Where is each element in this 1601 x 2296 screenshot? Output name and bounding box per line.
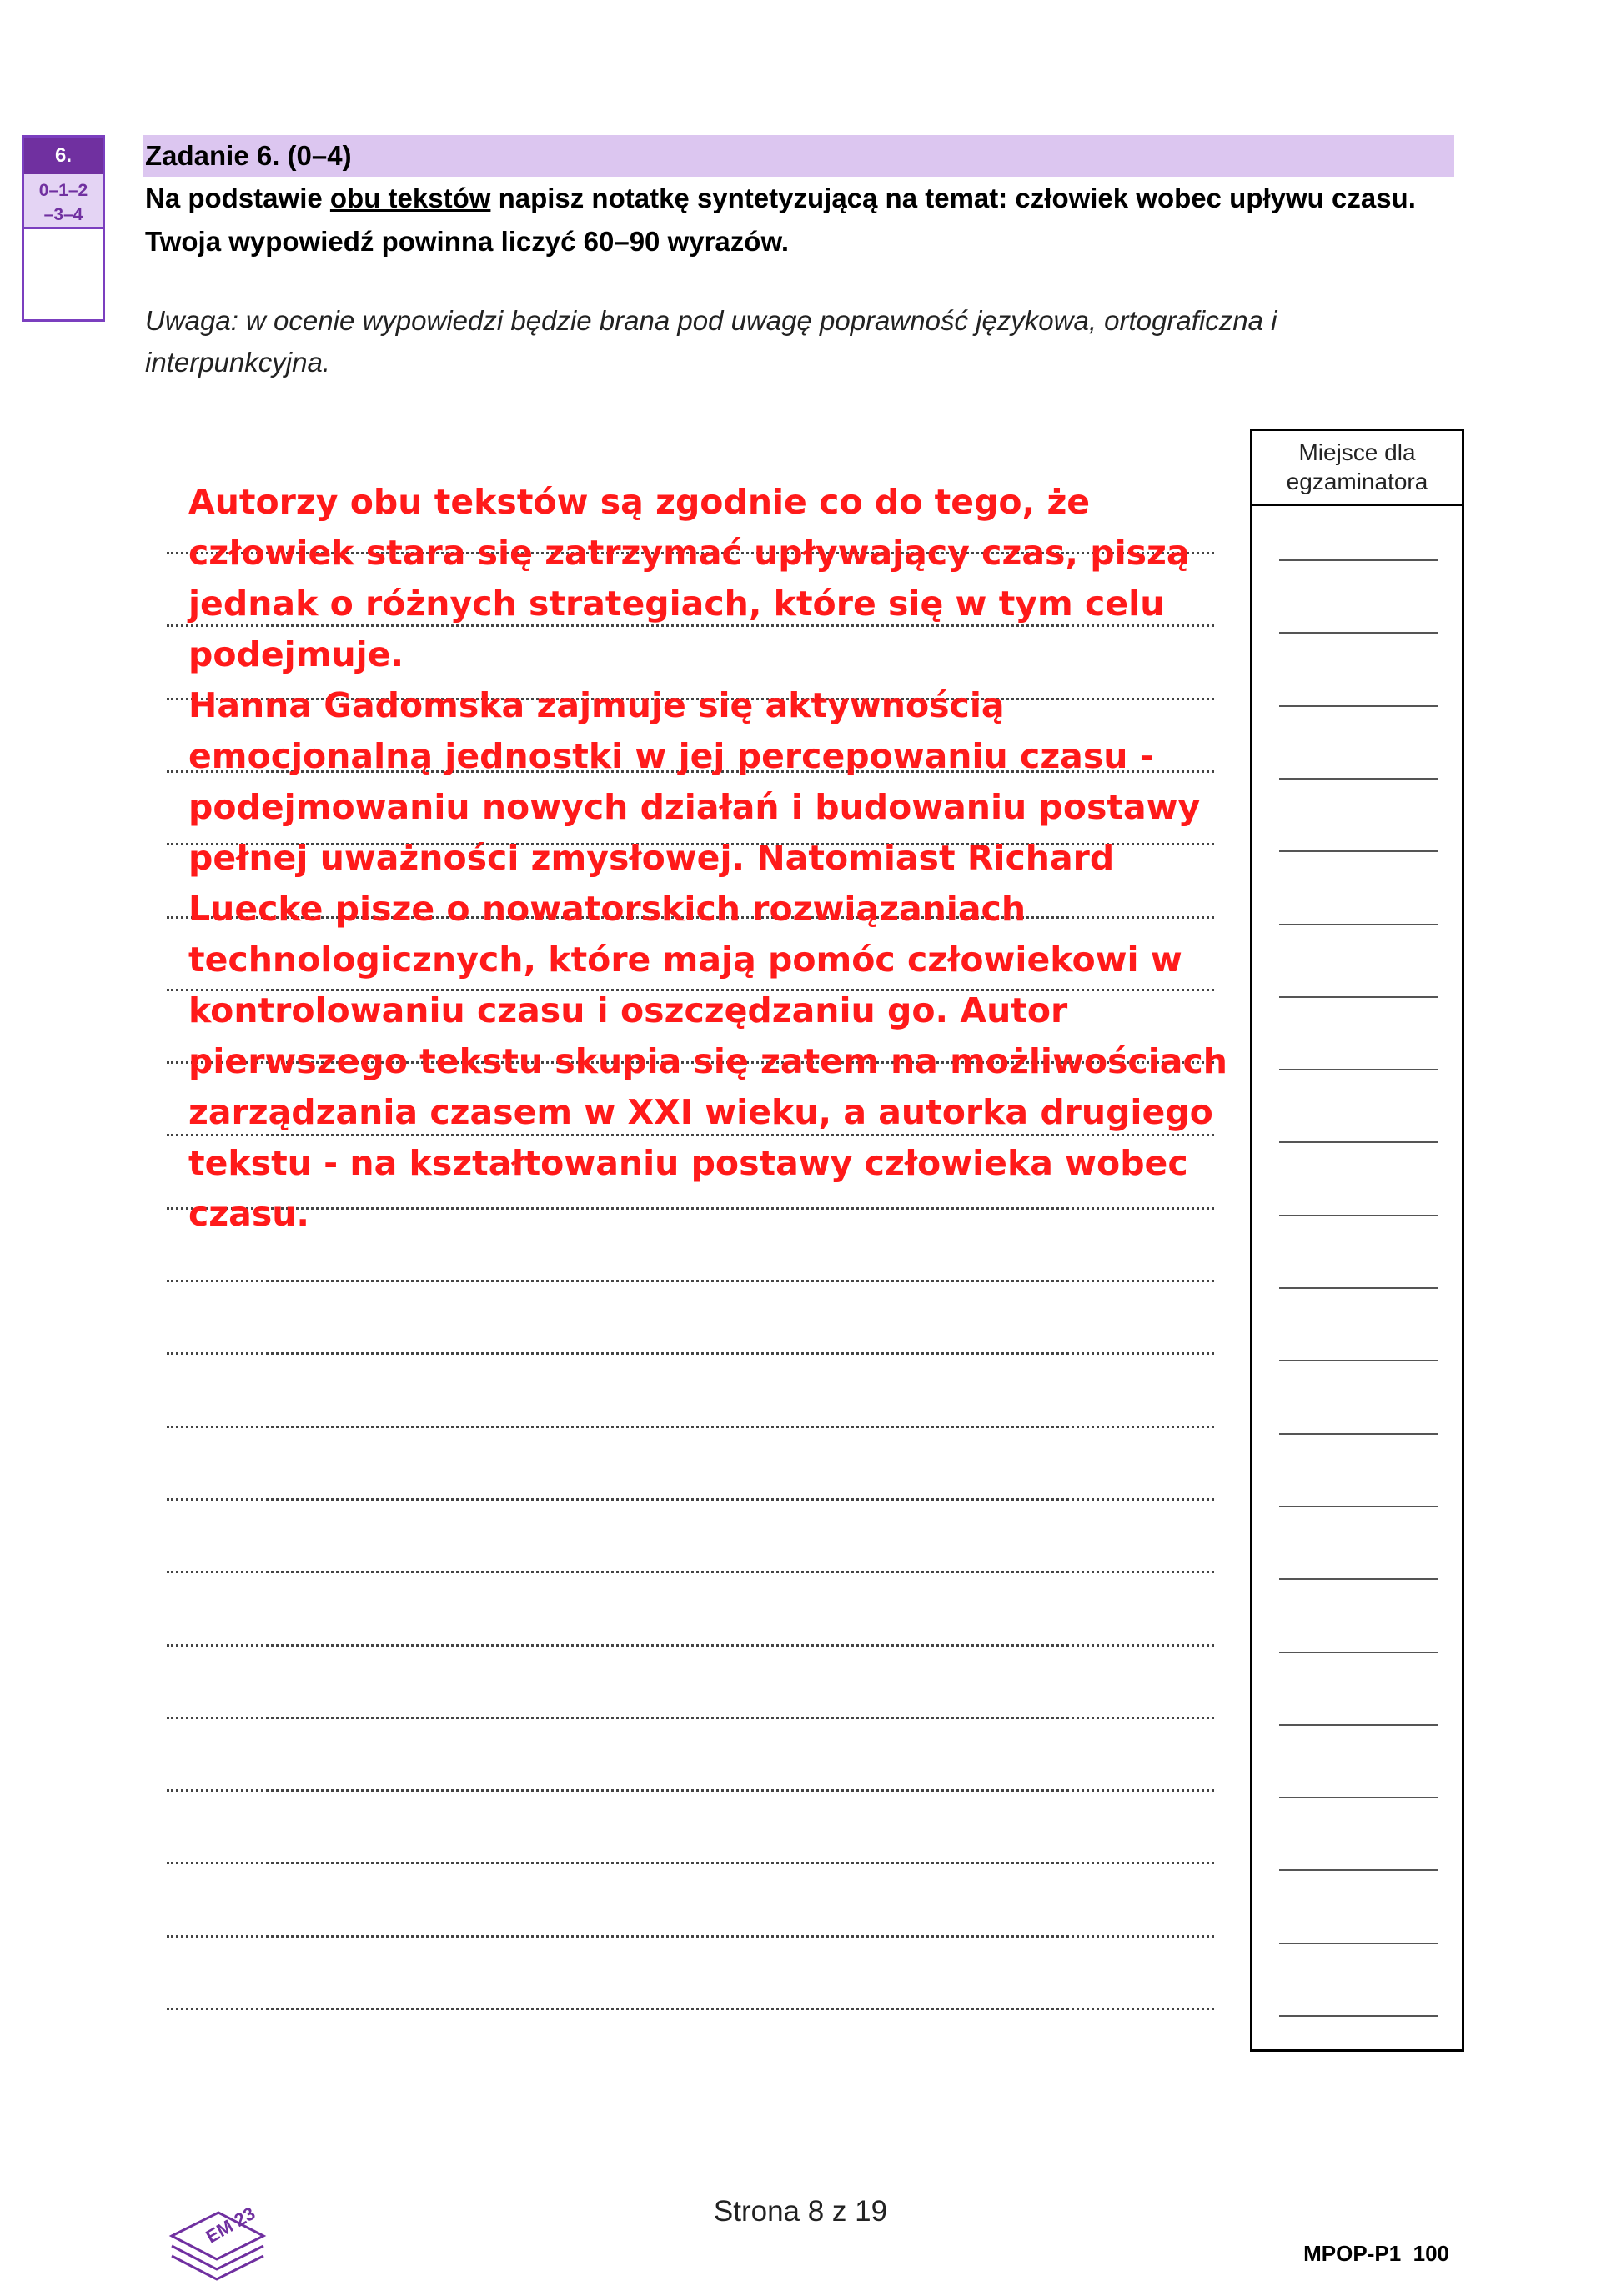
instruction-after: napisz notatkę syntetyzującą na temat: człowiek wobec upływu czasu. Twoja wypowiedź powinna liczyć 60–90 wyrazów. <box>145 183 1416 257</box>
task-note: Uwaga: w ocenie wypowiedzi będzie brana pod uwagę poprawność językowa, ortograficzna i interpunkcyjna. <box>145 305 1277 378</box>
examiner-score-line <box>1279 1360 1438 1361</box>
examiner-score-line <box>1279 1506 1438 1507</box>
examiner-score-line <box>1279 1652 1438 1653</box>
instruction-underlined: obu tekstów <box>329 183 491 213</box>
examiner-score-line <box>1279 559 1438 561</box>
logo-text: EM 23 <box>202 2203 259 2248</box>
examiner-box <box>1250 429 1464 2052</box>
points-line-2: –3–4 <box>43 205 83 224</box>
examiner-score-line <box>1279 778 1438 780</box>
answer-line <box>167 1789 1214 1792</box>
examiner-score-line <box>1279 1943 1438 1944</box>
page-number: Strona 8 z 19 <box>713 2195 888 2228</box>
document-code: MPOP-P1_100 <box>1303 2241 1449 2266</box>
task-points <box>24 174 103 229</box>
examiner-score-line <box>1279 705 1438 707</box>
examiner-score-line <box>1279 2015 1438 2017</box>
answer-line <box>167 1935 1214 1938</box>
examiner-score-line <box>1279 996 1438 998</box>
examiner-score-line <box>1279 1287 1438 1289</box>
examiner-score-line <box>1279 1215 1438 1216</box>
instruction-before: Na podstawie <box>145 183 330 213</box>
examiner-score-line <box>1279 1797 1438 1798</box>
answer-paragraph-1: Autorzy obu tekstów są zgodnie co do tego, że człowiek stara się zatrzymać upływający czas, piszą jednak o różnych strategiach, które się w tym celu podejmuje. <box>188 482 1190 674</box>
examiner-score-line <box>1279 1724 1438 1726</box>
task-title: Zadanie 6. (0–4) <box>145 140 352 171</box>
answer-line <box>167 1717 1214 1719</box>
examiner-header: Miejsce dla egzaminatora <box>1252 431 1462 506</box>
examiner-score-line <box>1279 632 1438 634</box>
answer-text[interactable] <box>188 477 1231 1240</box>
examiner-score-line <box>1279 1578 1438 1580</box>
examiner-score-line <box>1279 924 1438 925</box>
examiner-score-line <box>1279 1141 1438 1143</box>
answer-line <box>167 1280 1214 1282</box>
examiner-score-line <box>1279 850 1438 852</box>
answer-line <box>167 1498 1214 1501</box>
answer-line <box>167 2008 1214 2010</box>
answer-line <box>167 1352 1214 1355</box>
task-number: 6. <box>24 138 103 174</box>
answer-line <box>167 1862 1214 1864</box>
answer-paragraph-2: Hanna Gadomska zajmuje się aktywnością emocjonalną jednostki w jej percepowaniu czasu - podejmowaniu nowych działań i budowaniu postawy pełnej uważności zmysłowej. Natomiast Richard Luecke pisze o nowatorskich rozwiązaniach technologicznych, które mają pomóc człowiekowi w kontrolowaniu czasu i oszczędzaniu go. Autor pierwszego tekstu skupia się zatem na możliwościach zarządzania czasem w XXI wieku, a autorka drugiego tekstu - na kształtowaniu postawy człowieka wobec czasu. <box>188 685 1227 1234</box>
score-box <box>22 135 105 322</box>
answer-line <box>167 1644 1214 1647</box>
points-line-1: 0–1–2 <box>38 181 88 200</box>
examiner-score-line <box>1279 1433 1438 1435</box>
examiner-score-line <box>1279 1869 1438 1871</box>
answer-line <box>167 1426 1214 1428</box>
answer-line <box>167 1571 1214 1573</box>
examiner-score-line <box>1279 1069 1438 1070</box>
